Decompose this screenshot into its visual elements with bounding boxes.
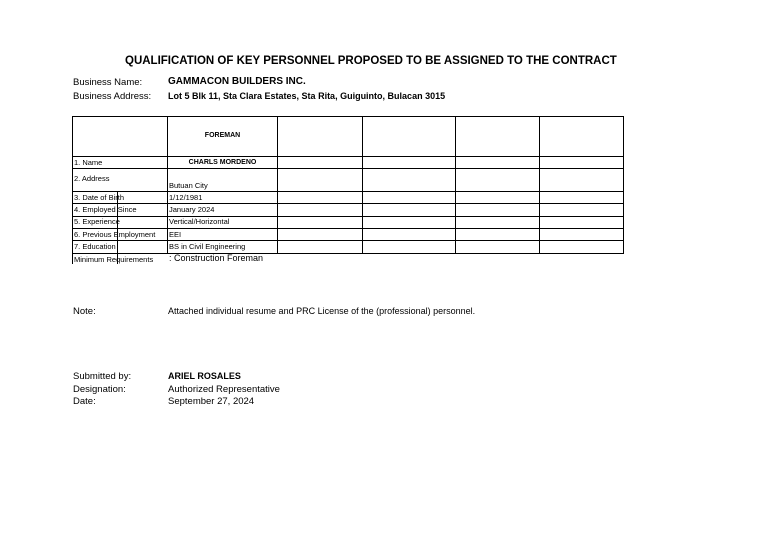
row-value-address: Butuan City	[169, 181, 208, 190]
business-name-label: Business Name:	[73, 77, 143, 88]
date: September 27, 2024	[168, 396, 255, 407]
row-value-experience: Vertical/Horizontal	[169, 217, 230, 226]
min-req-label: Minimum Requirements	[74, 255, 154, 264]
note-text: Attached individual resume and PRC License of the (professional) personnel.	[168, 306, 476, 316]
position-header: FOREMAN	[204, 132, 241, 139]
row-label-experience: 5. Experience	[74, 217, 120, 226]
designation-label: Designation:	[73, 384, 126, 395]
business-name: GAMMACON BUILDERS INC.	[168, 76, 306, 87]
designation: Authorized Representative	[168, 384, 280, 395]
submitted-by: ARIEL ROSALES	[168, 371, 241, 381]
row-value-previous-employment: EEI	[169, 230, 182, 239]
business-address-label: Business Address:	[73, 91, 152, 102]
row-value-dob: 1/12/1981	[169, 193, 203, 202]
row-value-name: CHARLS MORDENO	[188, 159, 257, 166]
note-label: Note:	[73, 306, 96, 317]
row-label-employed: 4. Employed Since	[74, 205, 137, 214]
row-label-education: 7. Education	[74, 242, 116, 251]
row-label-name: 1. Name	[74, 158, 103, 167]
page-title: QUALIFICATION OF KEY PERSONNEL PROPOSED TO BE ASSIGNED TO THE CONTRACT	[125, 55, 617, 67]
date-label: Date:	[73, 396, 96, 407]
personnel-table	[72, 116, 624, 264]
business-address: Lot 5 Blk 11, Sta Clara Estates, Sta Rita, Guiguinto, Bulacan 3015	[168, 91, 446, 101]
submitted-by-label: Submitted by:	[73, 371, 132, 382]
row-label-address: 2. Address	[74, 174, 110, 183]
row-value-education: BS in Civil Engineering	[169, 242, 246, 251]
min-req-value: : Construction Foreman	[169, 253, 264, 263]
row-value-employed: January 2024	[169, 205, 215, 214]
row-label-previous-employment: 6. Previous Employment	[74, 230, 156, 239]
row-label-dob: 3. Date of Birth	[74, 193, 125, 202]
